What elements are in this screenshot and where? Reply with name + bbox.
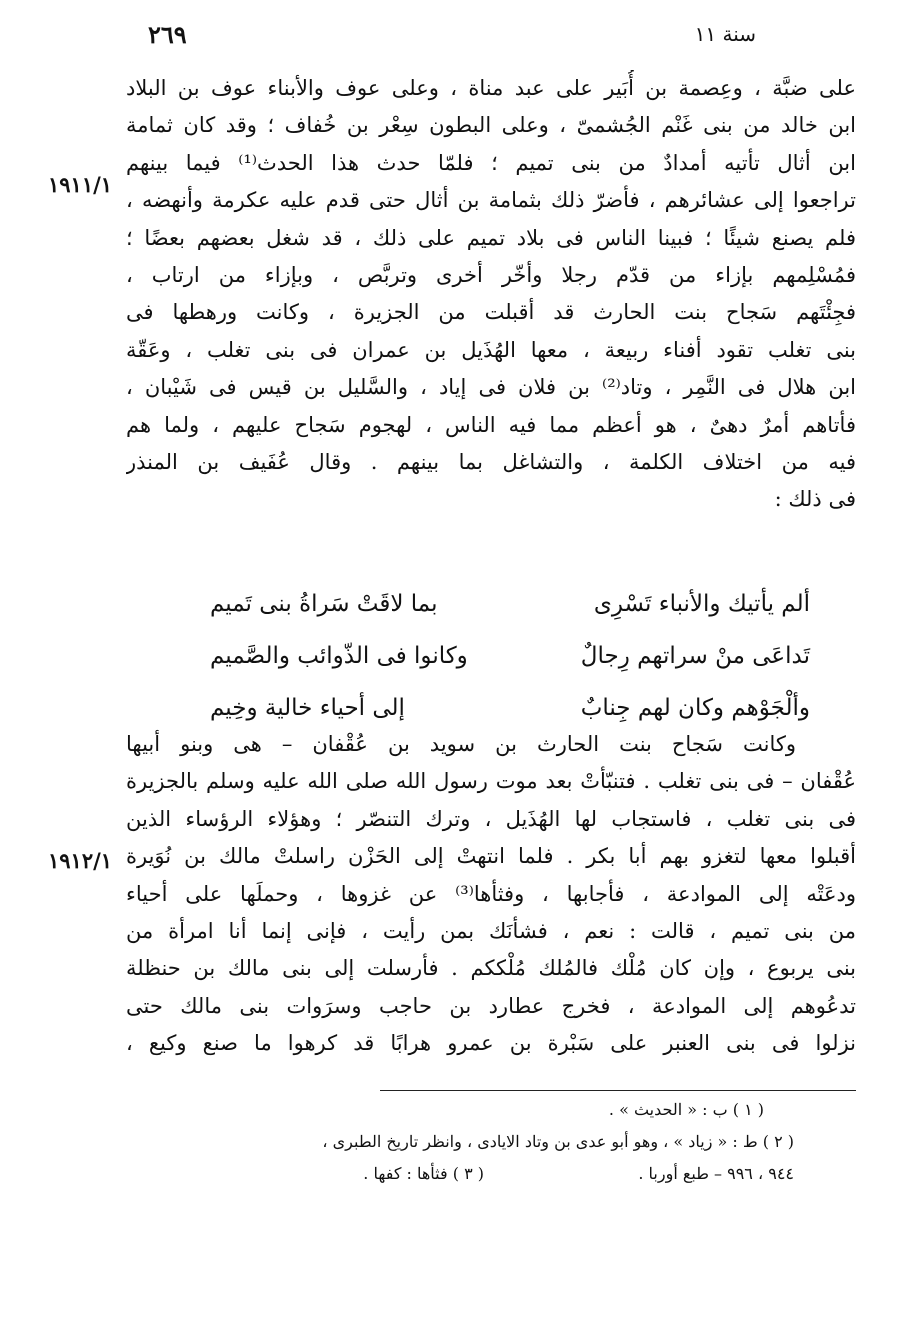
verse-first-hemistich: وألْجَوْهم وكان لهم جِنابٌ <box>580 695 810 721</box>
text-line: بنى يربوع ، وإن كان مُلْك فالمُلك مُلْككم . فأرسلت إلى بنى مالك بن حنظلة <box>126 956 856 981</box>
paragraph-2 <box>126 726 856 1063</box>
verse-first-hemistich: ألم يأتيك والأنباء تَسْرِى <box>593 591 810 617</box>
text-line: عُقْفان – فى بنى تغلب . فتنبّأتْ بعد موت رسول الله صلى الله عليه وسلم بالجزيرة <box>126 769 856 794</box>
text-line: فى بنى تغلب ، فاستجاب لها الهُذَيل ، وترك التنصّر ؛ وهؤلاء الرؤساء الذين <box>126 806 856 831</box>
verse-first-hemistich: تَداعَى منْ سراتهم رِجالٌ <box>580 643 810 669</box>
text-line: وكانت سَجاح بنت الحارث بن سويد بن عُقْفان – هى وبنو أبيها <box>126 732 796 756</box>
text-line: أقبلوا معها لتغزو بهم أبا بكر . فلما انتهتْ إلى الحَزْن راسلتْ مالك بن نُوَيرة <box>126 844 856 869</box>
footnote: ( ١ ) ب : « الحديث » . <box>608 1100 764 1119</box>
verse-second-hemistich: وكانوا فى الذّوائب والصَّميم <box>210 643 468 669</box>
verse-line <box>210 578 810 630</box>
text-line: بنى تغلب تقود أفناء ربيعة ، معها الهُذَيل بن عمران فى بنى تغلب ، وعَقّة <box>126 337 856 362</box>
text-line: فجِئْتَهم سَجاح بنت الحارث قد أقبلت من الجزيرة ، وكانت ورهطها فى <box>126 300 856 325</box>
verse-line <box>210 630 810 682</box>
footnote-divider <box>380 1090 856 1091</box>
text-line: من بنى تميم ، قالت : نعم ، فشأنَك بمن رأيت ، فإنى إنما أنا امرأة من <box>126 918 856 943</box>
paragraph-1 <box>126 70 856 519</box>
margin-date-note: ١٩١١/١ <box>48 172 113 197</box>
text-line: ودعَتْه إلى الموادعة ، فأجابها ، وفثأها⁽³⁾ عن غزوها ، وحملَها على أحياء <box>126 881 856 906</box>
footnote: ( ٣ ) فثأها : كفها . <box>363 1164 484 1183</box>
verse-second-hemistich: إلى أحياء خالية وخِيم <box>210 695 405 721</box>
text-line: فيه من اختلاف الكلمة ، والتشاغل بما بينهم . وقال عُفَيف بن المنذر <box>126 449 856 474</box>
text-line: ابن أثال تأتيه أمدادٌ من بنى تميم ؛ فلمّا حدث هذا الحدث⁽¹⁾ فيما بينهم <box>126 150 856 175</box>
margin-date-note: ١٩١٢/١ <box>48 848 113 873</box>
text-line: ابن خالد من بنى غَنْم الجُشمىّ ، وعلى البطون سِعْر بن خُفاف ؛ وقد كان ثمامة <box>126 113 856 138</box>
page-number: ٢٦٩ <box>148 20 187 49</box>
poem-verses <box>210 578 810 734</box>
footnote-continuation: ٩٤٤ ، ٩٩٦ – طبع أوربا . <box>638 1164 794 1183</box>
text-line: ابن هلال فى النَّمِر ، وتاد⁽²⁾ بن فلان فى إياد ، والسَّليل بن قيس فى شَيْبان ، <box>126 375 856 400</box>
text-line: تدعُوهم إلى الموادعة ، فخرج عطارد بن حاجب وسرَوات بنى مالك حتى <box>126 993 856 1018</box>
verse-second-hemistich: بما لاقَتْ سَراةُ بنى تَميم <box>210 591 438 617</box>
running-header-year: سنة ١١ <box>694 22 756 46</box>
text-line: على ضبَّة ، وعِصمة بن أُبَير على عبد مناة ، وعلى عوف والأبناء عوف بن البلاد <box>126 76 856 100</box>
text-line: فلم يصنع شيئًا ؛ فبينا الناس فى بلاد تميم على ذلك ، قد شغل بعضهم بعضًا ؛ <box>126 225 856 250</box>
text-line: فأتاهم أمرٌ دهىٌ ، هو أعظم مما فيه الناس ، لهجوم سَجاح عليهم ، ولما هم <box>126 412 856 437</box>
text-line: نزلوا فى بنى العنبر على سَبْرة بن عمرو هرابًا قد كرهوا ما صنع وكيع ، <box>126 1031 856 1056</box>
text-line: فى ذلك : <box>774 487 856 512</box>
text-line: تراجعوا إلى عشائرهم ، فأضرّ ذلك بثمامة بن أثال حتى قدم عليه عكرمة وأنهضه ، <box>126 188 856 213</box>
text-line: فمُسْلِمهم بإزاء من قدّم رجلا وأخّر أخرى وتربَّص ، وبإزاء من ارتاب ، <box>126 262 856 287</box>
footnote: ( ٢ ) ط : « زياد » ، وهو أبو عدى بن وتاد الايادى ، وانظر تاريخ الطبرى ، <box>322 1132 794 1151</box>
